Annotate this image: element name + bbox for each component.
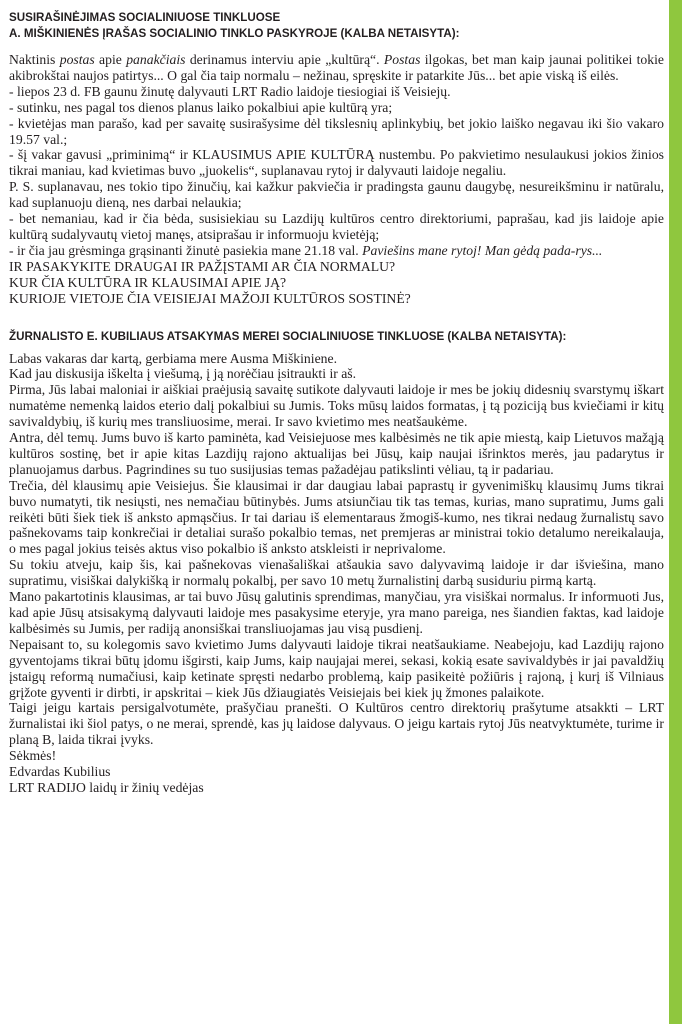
post-paragraph: - bet nemaniau, kad ir čia bėda, susisiekiau su Lazdijų kultūros centro direktoriumi, paprašau, kad jis laidoje apie kultūrą sudalyvautų vietoj manęs, atsiprašau ir informuoju kvietėją; <box>9 211 664 242</box>
caps-question: IR PASAKYKITE DRAUGAI IR PAŽĮSTAMI AR ČIA NORMALU? <box>9 258 396 274</box>
section-social-exchange <box>9 10 664 307</box>
section-journalist-reply <box>9 329 664 796</box>
reply-paragraph: Mano pakartotinis klausimas, ar tai buvo Jūsų galutinis sprendimas, manyčiau, yra visiškai normalus. Ir informuoti Jus, kad apie Jūsų atsisakymą dalyvauti laidoje mes pasakysime eteryje, yra mano pareiga, nes šiandien faktas, kad laidoje kalbėsimės su Jumis, per radiją anonsiškai transliuojamas jau visą pusdienį. <box>9 589 664 636</box>
accent-side-bar <box>669 0 682 1024</box>
post-paragraph: Naktinis postas apie panakčiais derinamus interviu apie „kultūrą“. Postas ilgokas, bet man kaip jaunai politikei tokie akibrokštai naujos patirtys... O gal čia taip normalu – nežinau, spręskite ir patarkite Jūs... bet apie viską iš eilės. <box>9 52 664 83</box>
reply-paragraph: Antra, dėl temų. Jums buvo iš karto paminėta, kad Veisiejuose mes kalbėsimės ne tik apie miestą, kaip Lietuvos mažąją kultūros sostinę, bet ir apie kitas Lazdijų rajono aktualijas bei Jūsų, kaip naujai išrinktos merės, jau padarytus ir planuojamus darbus. Pagrindines su tuo susijusias temas pažadėjau patikslinti vėliau, tą ir padariau. <box>9 430 664 477</box>
reply-paragraph: Labas vakaras dar kartą, gerbiama mere Ausma Miškiniene. <box>9 350 337 366</box>
post-paragraph: - šį vakar gavusi „priminimą“ ir KLAUSIMUS APIE KULTŪRĄ nustembu. Po pakvietimo nesulaukusi jokios žinios tikrai maniau, kad kvietimas buvo „juokelis“, suplanavau rytoj ir dalyvauti laidoje negaliu. <box>9 147 664 179</box>
reply-paragraph: Nepaisant to, su kolegomis savo kvietimo Jums dalyvauti laidoje tikrai neatšaukiame. Neabejoju, kad Lazdijų rajono gyventojams tikrai būtų įdomu išgirsti, kaip Jums, kaip naujajai merei, sekasi, kokią esate savivaldybės ir jai pavaldžių įstaigų reformą numačiusi, kaip ketinate spręsti nedarbo problemą, kaip pasikeitė požiūris į rajoną, į kurį iš Vilniaus grįžote gyventi ir dirbti, ir apskritai – kiek Jūs džiaugiatės Veisiejais bei kiek jų žmones palaikote. <box>9 636 664 700</box>
author-title: LRT RADIJO laidų ir žinių vedėjas <box>9 779 204 795</box>
spacer <box>9 42 664 52</box>
spacer <box>9 307 664 329</box>
reply-paragraph: Trečia, dėl klausimų apie Veisiejus. Šie klausimai ir dar daugiau labai paprastų ir gyvenimiškų klausimų Jums tikrai buvo numatyti, tik nesiųsti, nes nemačiau būtinybės. Jums atsiunčiau tik tas temas, kurias, mano supratimu, Jums gali reikėti būti šiek tiek iš anksto apmąsčius. Ir tai dariau iš elementaraus žmogiš-kumo, nes tikrai nedaug žurnalistų savo pašnekovams taip konkrečiai ir detaliai surašo pokalbio temas, net premjeras ar ministrai tokio detalumo nereikalauja, o mes pagal jokius teisės aktus viso pokalbio iš anksto atskleisti ir neprivalome. <box>9 477 664 557</box>
reply-paragraph: Pirma, Jūs labai maloniai ir aiškiai praėjusią savaitę sutikote dalyvauti laidoje ir mes be jokių didesnių svarstymų iškart numatėme nemenką laidos eterio dalį pokalbiui su Jumis. Toks mūsų laidos formatas, į tą poziciją bus kviečiami ir kitų savivaldybių, iš kurių mes transliuosime, merai. Ir savo kvietimo mes neatšaukėme. <box>9 382 664 430</box>
post-paragraph: - liepos 23 d. FB gaunu žinutę dalyvauti LRT Radio laidoje tiesiogiai iš Veisiejų. <box>9 83 451 99</box>
signoff: Sėkmės! <box>9 748 57 764</box>
author-name: Edvardas Kubilius <box>9 764 111 780</box>
post-paragraph: - ir čia jau grėsminga grąsinanti žinutė pasiekia mane 21.18 val. Paviešins mane rytoj! Man gėdą pada-rys... <box>9 242 603 258</box>
caps-question: KUR ČIA KULTŪRA IR KLAUSIMAI APIE JĄ? <box>9 274 287 290</box>
post-heading: A. MIŠKINIENĖS ĮRAŠAS SOCIALINIO TINKLO PASKYROJE (KALBA NETAISYTA): <box>9 27 460 40</box>
caps-question: KURIOJE VIETOJE ČIA VEISIEJAI MAŽOJI KULTŪROS SOSTINĖ? <box>9 290 411 306</box>
post-paragraph: - kvietėjas man parašo, kad per savaitę susirašysime dėl tikslesnių aplinkybių, bet jokio laiško negavau iki šio vakaro 19.57 val.; <box>9 115 664 147</box>
article <box>9 10 664 796</box>
reply-paragraph: Kad jau diskusija iškelta į viešumą, į ją norėčiau įsitraukti ir aš. <box>9 366 357 382</box>
reply-paragraph: Taigi jeigu kartais persigalvotumėte, prašyčiau pranešti. O Kultūros centro direktorių prašytume atsakkti – LRT žurnalistai iki šiol patys, o ne merai, sprendė, kas jų laidose dalyvaus. O jeigu kartais rytoj Jūs neatvyktumėte, turime ir planą B, laida tikrai įvyks. <box>9 700 664 748</box>
section-title: SUSIRAŠINĖJIMAS SOCIALINIUOSE TINKLUOSE <box>9 11 281 24</box>
post-paragraph: P. S. suplanavau, nes tokio tipo žinučių, kai kažkur pakviečia ir pradingsta gaunu daugybę, nesureikšminu ir natūralu, kad suplanuoju dieną, nes darbai nelaukia; <box>9 179 664 211</box>
reply-paragraph: Su tokiu atveju, kaip šis, kai pašnekovas vienašališkai atšaukia savo dalyvavimą laidoje ir dar išviešina, mano supratimu, visiškai dalykišką ir normalų pokalbį, per savo 10 metų žurnalistinį darbą susiduriu pirmą kartą. <box>9 557 664 589</box>
reply-heading: ŽURNALISTO E. KUBILIAUS ATSAKYMAS MEREI SOCIALINIUOSE TINKLUOSE (KALBA NETAISYTA): <box>9 329 567 343</box>
post-paragraph: - sutinku, nes pagal tos dienos planus laiko pokalbiui apie kultūrą yra; <box>9 99 393 115</box>
